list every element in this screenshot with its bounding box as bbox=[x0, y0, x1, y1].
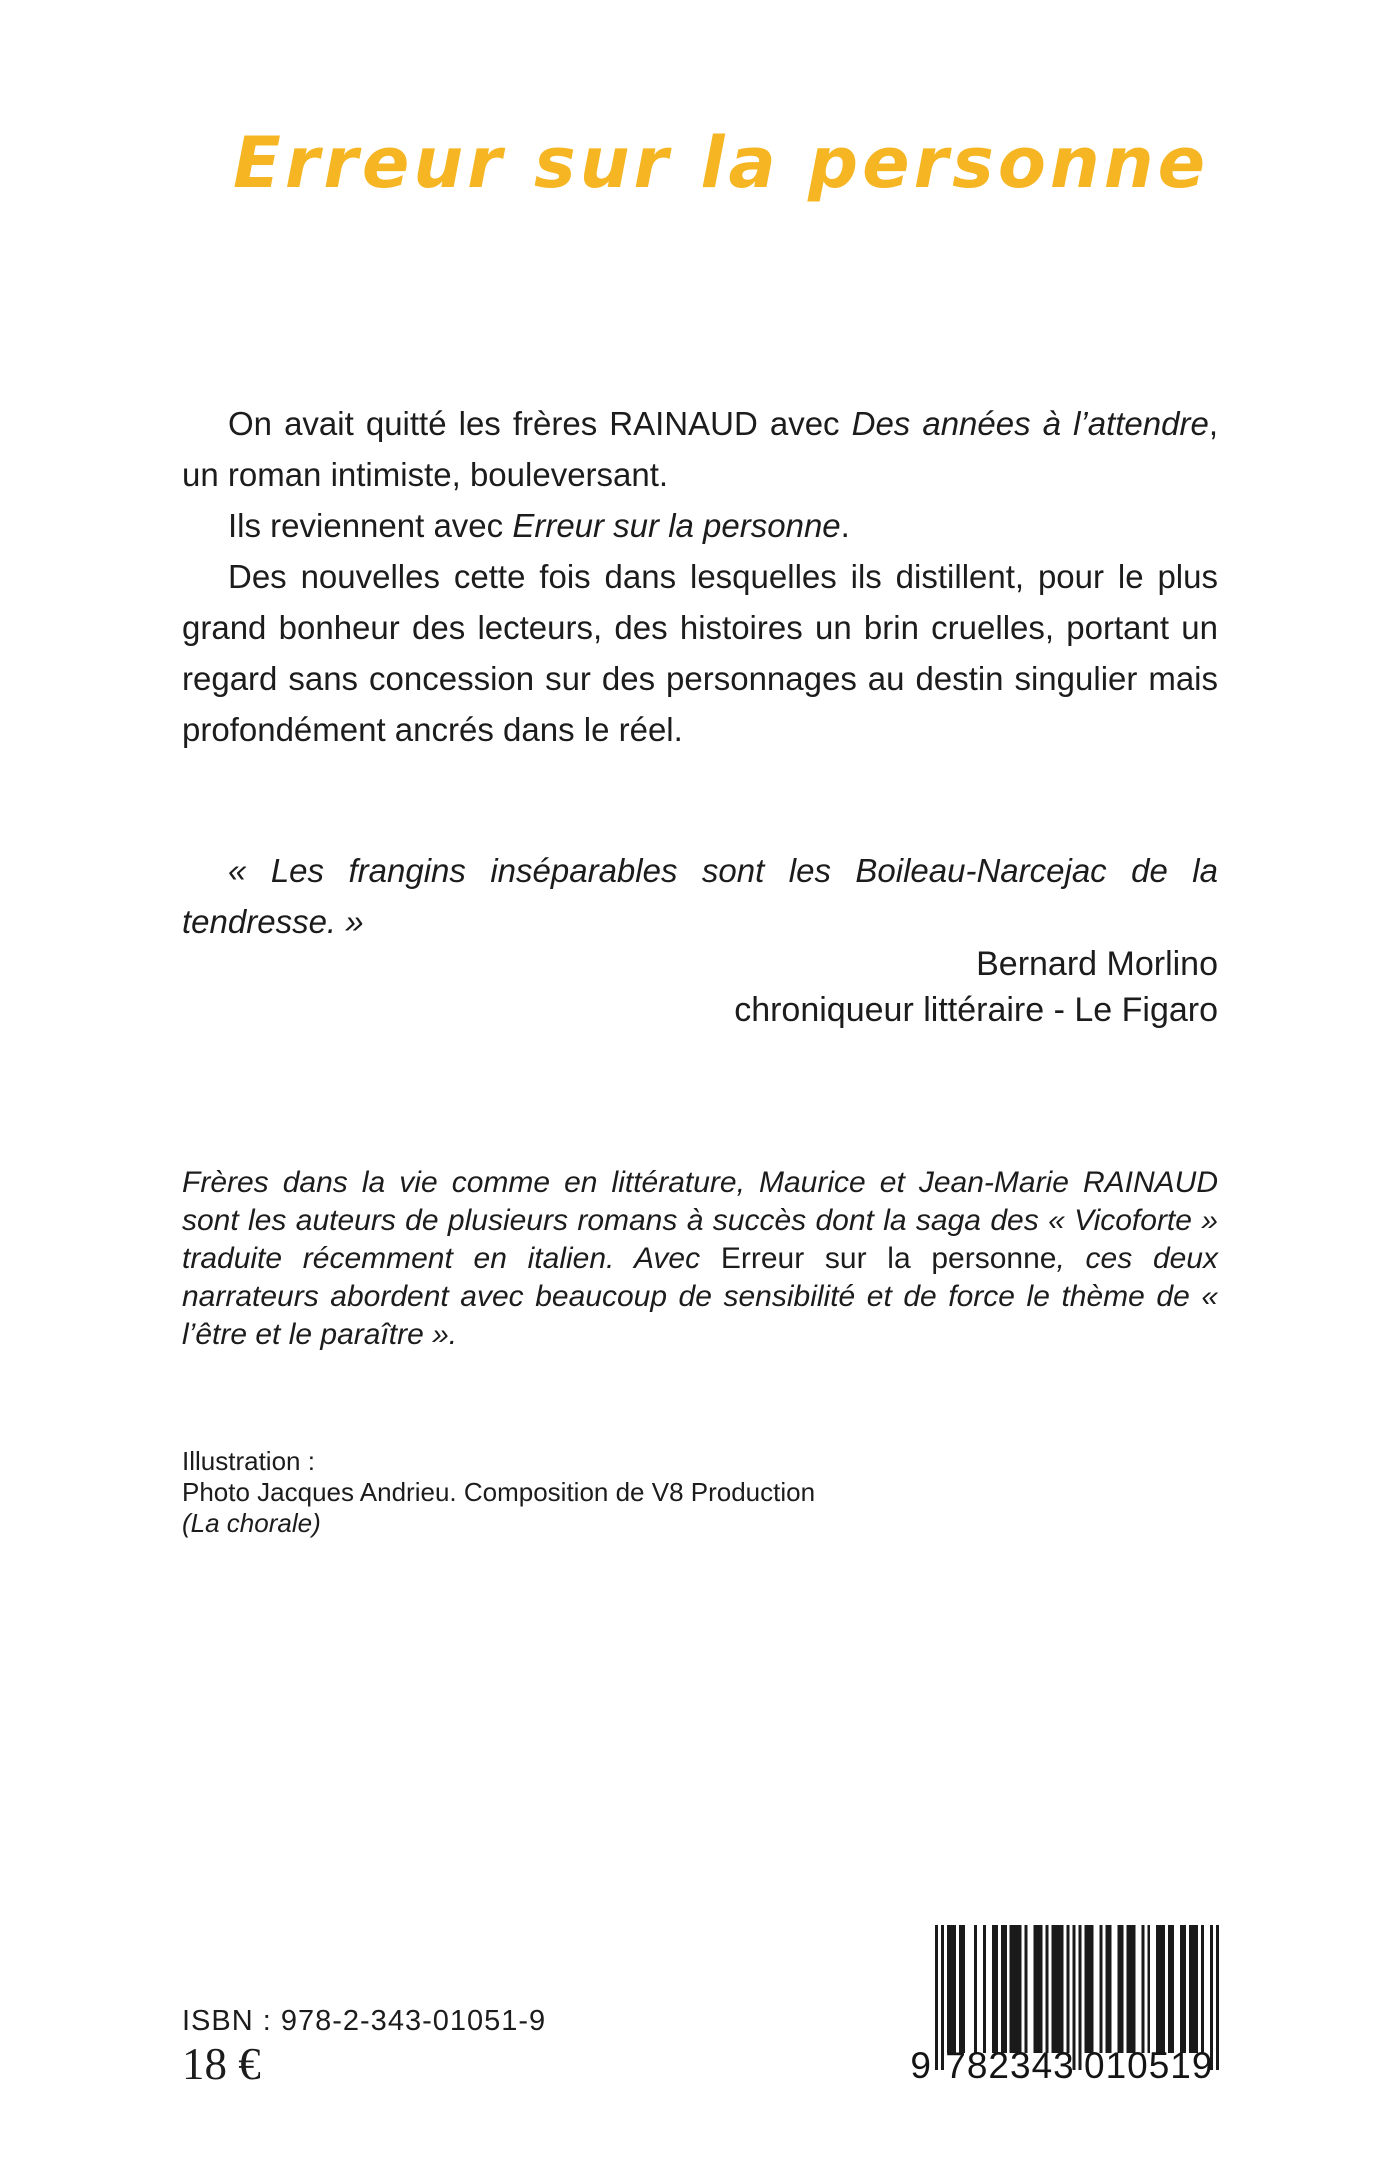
credits-photo: Photo Jacques Andrieu. Composition de V8 Production bbox=[182, 1477, 816, 1507]
text-segment: , un roman intimiste, bouleversant. bbox=[182, 405, 1219, 493]
synopsis-paragraph bbox=[182, 500, 1218, 551]
text-segment: Erreur sur la personne bbox=[720, 1242, 1057, 1275]
text-segment: , ces deux narrateurs abordent avec beaucoup de sensibilité et de force le thème de « l’être et le paraître ». bbox=[182, 1242, 1218, 1351]
text-segment: Ils reviennent avec bbox=[228, 507, 513, 544]
quote-attribution bbox=[182, 941, 1218, 1033]
credits-artwork-title: (La chorale) bbox=[182, 1508, 321, 1538]
isbn-text: ISBN : 978-2-343-01051-9 bbox=[182, 2005, 547, 2037]
text-segment: Des nouvelles cette fois dans lesquelles ils distillent, pour le plus grand bonheur des lecteurs, des histoires un brin cruelles, portant un regard sans concession sur des personnages au destin singulier mais profondément ancrés dans le réel. bbox=[182, 558, 1218, 748]
barcode bbox=[910, 1925, 1219, 2086]
price-text: 18 € bbox=[182, 2039, 261, 2089]
quote-author: Bernard Morlino bbox=[976, 945, 1218, 983]
text-segment: On avait quitté les frères RAINAUD avec bbox=[228, 405, 852, 442]
barcode-digits-right: 010519 bbox=[1084, 2045, 1214, 2086]
text-segment: . bbox=[840, 507, 850, 544]
text-segment: Des années à l’attendre bbox=[851, 405, 1209, 442]
synopsis-paragraph bbox=[182, 551, 1218, 755]
quote-author-role: chroniqueur littéraire - Le Figaro bbox=[734, 991, 1218, 1029]
text-segment: Erreur sur la personne bbox=[512, 507, 841, 544]
book-title: Erreur sur la personne bbox=[233, 122, 1210, 204]
authors-bio bbox=[182, 1164, 1218, 1354]
barcode-digits-left: 782343 bbox=[945, 2045, 1075, 2086]
press-quote: « Les frangins inséparables sont les Boileau-Narcejac de la tendresse. » bbox=[182, 852, 1218, 940]
synopsis-paragraph bbox=[182, 398, 1218, 500]
synopsis bbox=[182, 398, 1218, 755]
illustration-credits bbox=[182, 1446, 1082, 1539]
credits-label: Illustration : bbox=[182, 1446, 315, 1476]
barcode-digit-first: 9 bbox=[910, 2045, 931, 2086]
text-segment: Frères dans la vie comme en littérature, Maurice et Jean-Marie RAINAUD sont les auteurs de plusieurs romans à succès dont la saga des « Vicoforte » traduite récemment en italien. Avec bbox=[182, 1166, 1218, 1275]
